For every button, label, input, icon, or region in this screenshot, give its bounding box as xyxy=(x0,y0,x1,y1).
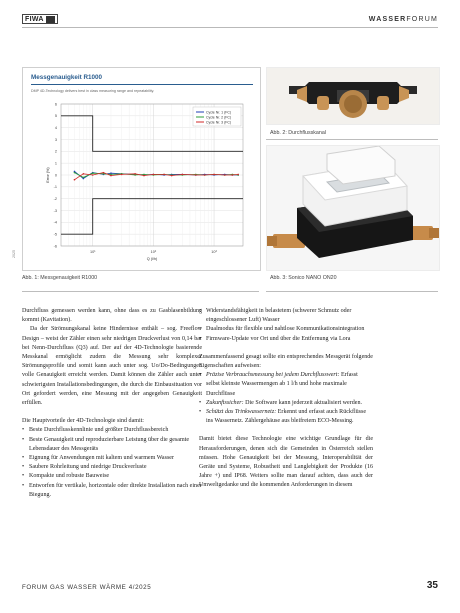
legend-label: Cycle Nr. 3 (FC) xyxy=(206,120,232,125)
y-tick-label: 0 xyxy=(54,173,57,178)
data-point xyxy=(182,174,184,176)
list-item: • Saubere Rohrleitung und niedrige Druckverluste xyxy=(22,463,202,472)
data-point xyxy=(171,175,173,177)
chart-subtitle: DMP 4D-Technology delivers best in class measuring range and repeatability. xyxy=(31,89,155,93)
x-axis-label: Q (l/h) xyxy=(146,257,158,261)
water-meter-photo xyxy=(266,145,440,271)
data-point xyxy=(74,179,76,181)
header-brand xyxy=(369,16,438,23)
data-point xyxy=(143,175,145,177)
item-text: Erfasst selbst kleinste Wassermengen ab 1 l/h und hohe maximale Durchflüsse xyxy=(206,372,358,397)
figure1-rule xyxy=(22,291,259,292)
y-tick-label: -5 xyxy=(53,232,57,237)
logo-mark-icon xyxy=(46,16,55,23)
accuracy-chart xyxy=(23,68,260,270)
data-point xyxy=(92,172,94,174)
list-item: • Kompakte und robuste Bauweise xyxy=(22,472,202,481)
list-item: • Eignung für Anwendungen mit kaltem und warmem Wasser xyxy=(22,454,202,463)
data-point xyxy=(153,174,155,176)
x-tick-label: 10³ xyxy=(211,250,217,254)
list-item xyxy=(199,399,373,408)
list-item xyxy=(199,371,373,399)
right-paragraph-2: Damit bietet diese Technologie eine wichtige Grundlage für die Herausforderungen, denen sich die Gemeinden in Österreich stellen müssen. Hohe Genauigkeit bei der Messung, Interoperabilität der Geräte und Systeme, Robustheit und Langlebigkeit der Produkte (16 Jahre +) und IP68. Weiters sollte man darauf achten, dass auch der Umweltgedanke und die kommenden Anforderungen in diesem xyxy=(199,436,373,489)
requirements-list xyxy=(199,371,373,426)
water-meter-illustration xyxy=(267,146,439,270)
data-point xyxy=(121,174,123,176)
left-paragraph-3: Die Hauptvorteile der 4D-Technologie sind damit: xyxy=(22,418,144,425)
item-emphasis: Zukunftssicher: xyxy=(206,399,244,406)
x-tick-label: 10¹ xyxy=(89,250,96,254)
figure1-caption: Abb. 1: Messgenauigkeit R1000 xyxy=(22,275,98,281)
y-tick-label: 1 xyxy=(54,161,57,166)
list-item xyxy=(199,408,373,426)
y-tick-label: -3 xyxy=(53,208,57,213)
brand-rest: FORUM xyxy=(406,16,438,23)
x-tick-label: 10² xyxy=(150,250,157,254)
legend-label: Cycle Nr. 2 (FC) xyxy=(206,115,232,120)
footer-publication: FORUM GAS WASSER WÄRME 4/2025 xyxy=(22,584,152,591)
y-tick-label: -6 xyxy=(53,244,57,249)
data-point xyxy=(92,174,94,176)
data-point xyxy=(83,177,85,179)
data-point xyxy=(134,173,136,175)
figure2-rule xyxy=(266,139,438,140)
data-point xyxy=(83,173,85,175)
data-point xyxy=(103,172,105,174)
data-point xyxy=(237,174,239,176)
y-axis-label: Error (%) xyxy=(46,167,50,183)
list-item: • Dualmodus für flexible und nahtlose Kommunikationsintegration xyxy=(199,325,373,334)
mpe-lower-line xyxy=(61,199,243,235)
data-point xyxy=(74,172,76,174)
data-point xyxy=(110,175,112,177)
side-note: 2025 xyxy=(12,250,16,258)
y-tick-label: 3 xyxy=(54,137,57,142)
data-point xyxy=(224,174,226,176)
chart-title: Messgenauigkeit R1000 xyxy=(31,74,103,81)
left-paragraph-2: Da der Strömungskanal keine Hindernisse enthält – sog. Freeflow Design – weist der Zähler einen sehr niedrigen Druckverlust von 0,14 bar bei Nenn-Durchfluss (Q3) auf. Der auf der 4D-Technologie basierende Messkanal ermöglicht zudem die Messung sehr komplexer Strömungsprofile und somit kann auch unter sog. Uo/Do-Bedingungen volle Genauigkeit erreicht werden. Damit können die Zähler auch unter schwierigsten Installationsbedingungen, die durch die Einbausituation vor Ort gefordert werden, eine Messung mit der angegeben Genauigkeit erfüllen. xyxy=(22,326,202,407)
series-line xyxy=(75,173,239,180)
figure3-caption: Abb. 3: Sonico NANO ON20 xyxy=(270,275,337,281)
data-point xyxy=(204,174,206,176)
advantages-list xyxy=(22,426,202,500)
item-text: Die Software kann jederzeit aktualisiert werden. xyxy=(243,399,362,406)
list-item: • Beste Genauigkeit und reproduzierbare Leistung über die gesamte Lebensdauer des Messgeräts xyxy=(22,436,202,454)
list-item: • Widerstandsfähigkeit in belastetem (schwerer Schmutz oder eingeschlossener Luft) Wasser xyxy=(199,307,373,325)
brand-bold: WASSER xyxy=(368,16,407,23)
legend-label: Cycle Nr. 1 (FC) xyxy=(206,110,232,115)
fiwa-logo xyxy=(22,14,58,24)
right-paragraph-1: Zusammenfassend gesagt sollte ein entsprechendes Messgerät folgende Eigenschaften aufweisen: xyxy=(199,353,373,370)
left-paragraph-1: Durchfluss gemessen werden kann, ohne dass es zu Gasblasenbildung kommt (Kavitation). xyxy=(22,308,202,324)
figure3-rule xyxy=(266,291,438,292)
data-point xyxy=(213,174,215,176)
y-tick-label: -4 xyxy=(53,220,57,225)
y-tick-label: 4 xyxy=(54,125,57,130)
chart-panel xyxy=(22,67,261,271)
y-tick-label: -2 xyxy=(53,196,57,201)
flow-channel-photo xyxy=(266,67,440,125)
y-tick-label: 2 xyxy=(54,149,57,154)
data-point xyxy=(195,174,197,176)
y-tick-label: -1 xyxy=(53,185,57,190)
data-point xyxy=(163,174,165,176)
y-tick-label: 5 xyxy=(54,114,57,119)
right-column xyxy=(199,307,373,491)
item-text: Erkennt und erfasst auch Rückflüsse ins Wassernetz. Zählergehäuse aus bleifreiem ECO-Messing. xyxy=(206,409,367,425)
item-emphasis: Präzise Verbrauchsmessung bei jedem Durchflusswert: xyxy=(206,372,340,379)
list-item: • Entworfen für vertikale, horizontale oder direkte Installation nach einer Biegung. xyxy=(22,482,202,500)
properties-list xyxy=(199,307,373,344)
figure2-caption: Abb. 2: Durchflusskanal xyxy=(270,130,326,136)
y-tick-label: 6 xyxy=(54,102,57,107)
page-number: 35 xyxy=(426,580,438,591)
data-point xyxy=(232,174,234,176)
logo-text: FIWA xyxy=(25,16,44,23)
left-column xyxy=(22,307,202,500)
item-emphasis: Schützt das Trinkwassernetz: xyxy=(206,409,277,416)
list-item: • Firmware-Update vor Ort und über die Entfernung via Lora xyxy=(199,335,373,344)
flow-channel-illustration xyxy=(267,68,439,124)
header-rule xyxy=(22,27,438,28)
list-item: • Beste Durchflusskennlinie und größter Durchflussbereich xyxy=(22,426,202,435)
